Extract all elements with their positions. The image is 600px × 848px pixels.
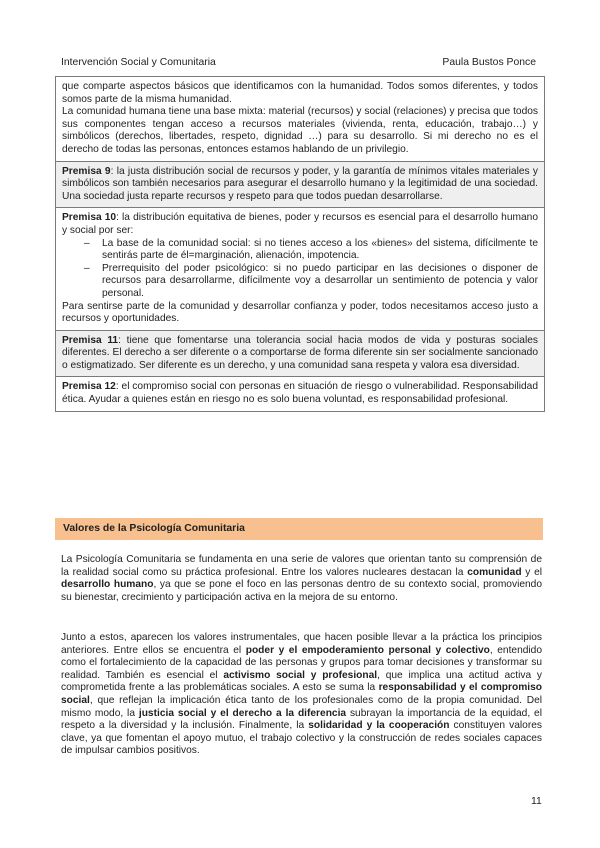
premise-10-list — [84, 238, 538, 301]
paragraph-text: , que implica una actitud activa y comprometida frente a las problemáticas sociales. A esto se suma la — [61, 669, 542, 694]
emphasis-text: responsabilidad y el compromiso social — [61, 682, 542, 706]
premise-11-cell — [56, 330, 544, 377]
premise-10-text: : la distribución equitativa de bienes, poder y recursos es esencial para el desarrollo humano y social por ser: — [62, 212, 538, 236]
paragraph-text: , que reflejan la implicación ética tanto de los profesionales como de la propia comunidad. Del mismo modo, la — [61, 694, 542, 719]
premise-9-text: : la justa distribución social de recursos y poder, y la garantía de mínimos vitales materiales y simbólicos son también necesarios para asegurar el desarrollo humano y la legitimidad de una sociedad. Una sociedad justa reparte recursos y respeto para que todos puedan desarrollarse. — [62, 165, 538, 202]
premise-12-label: Premisa 12 — [62, 381, 116, 393]
paragraph-text: , ya que se pone el foco en las personas dentro de su contexto social, promoviendo su bienestar, crecimiento y participación activa en la mejora de su entorno. — [61, 579, 542, 603]
page-header — [61, 57, 536, 68]
page-number: 11 — [531, 796, 542, 807]
emphasis-text: justicia social y el derecho a la diferencia — [138, 707, 347, 719]
paragraph-text: subrayan la importancia de la equidad, el respeto a la diversidad y la inclusión. Finalmente, la — [61, 707, 542, 732]
header-author: Paula Bustos Ponce — [442, 57, 536, 68]
premise-10-label: Premisa 10 — [62, 212, 117, 224]
header-course-title: Intervención Social y Comunitaria — [61, 57, 216, 68]
emphasis-text: comunidad — [467, 566, 522, 578]
paragraph-text: , entendido como el fortalecimiento de la capacidad de las personas y grupos para tomar decisiones y transformar su realidad. También es esencial el — [61, 644, 542, 681]
paragraph-text: La Psicología Comunitaria se fundamenta en una serie de valores que orientan tanto su comprensión de la realidad social como su práctica profesional. Entre los valores nucleares destacan la — [61, 554, 542, 578]
premise-9-label: Premisa 9 — [62, 165, 111, 177]
paragraph-text: Junto a estos, aparecen los valores instrumentales, que hacen posible llevar a la práctica los principios anteriores. Entre ellos se encuentra el — [61, 632, 542, 656]
paragraph-text: constituyen valores clave, ya que fomentan el apoyo mutuo, el trabajo colectivo y la construcción de redes sociales capaces de impulsar cambios positivos. — [61, 720, 542, 757]
premise-9-cell — [56, 161, 544, 208]
list-item: – La base de la comunidad social: si no tienes acceso a los «bienes» del sistema, difícilmente te sentirás parte de él=marginación, alienación, impotencia. — [84, 238, 538, 263]
premise-12-cell — [56, 376, 544, 410]
premises-table — [55, 76, 545, 412]
community-base-text: La comunidad humana tiene una base mixta: material (recursos) y social (relaciones) y precisa que todos sus componentes tengan acceso a recursos materiales (vivienda, renta, educación, trabajo…) y simbólicos (derechos, libertades, respeto, dignidad …) para su desarrollo. Si mi derecho no es el derecho de todas las personas, entonces estamos hablando de un privilegio. — [62, 106, 538, 155]
premise-10-closing: Para sentirse parte de la comunidad y desarrollar confianza y poder, todos necesitamos acceso justo a recursos y oportunidades. — [62, 300, 538, 325]
premise-11-text: : tiene que fomentarse una tolerancia social hacia modos de vida y posturas sociales diferentes. El derecho a ser diferente o a comportarse de forma diferente sin ser socialmente sancionado o estigmatizado. Ser diferente es un derecho, y una comunidad sana respeta y valora esa diversidad. — [62, 334, 538, 371]
premise-continuation-cell — [56, 77, 544, 161]
paragraph-text: y el — [521, 566, 542, 578]
list-item: – Prerrequisito del poder psicológico: si no puedo participar en las decisiones o disponer de recursos para desarrollarme, difícilmente voy a desarrollar un sentimiento de potencia y valor personal. — [84, 263, 538, 301]
emphasis-text: solidaridad y la cooperación — [308, 720, 450, 732]
premise-12-text: : el compromiso social con personas en situación de riesgo o vulnerabilidad. Responsabilidad ética. Ayudar a quienes están en riesgo no es solo buena voluntad, es responsabilidad profesional. — [62, 381, 538, 406]
emphasis-text: poder y el empoderamiento personal y colectivo — [245, 644, 490, 656]
section-heading: Valores de la Psicología Comunitaria — [55, 518, 543, 540]
values-paragraph-1 — [61, 554, 542, 604]
premise-10-cell — [56, 207, 544, 329]
values-paragraph-2 — [61, 632, 542, 758]
emphasis-text: activismo social y profesional — [223, 669, 378, 681]
premise-continuation-text: que comparte aspectos básicos que identificamos con la humanidad. Todos somos diferentes, y todos somos parte de la misma humanidad. — [62, 81, 538, 105]
premise-11-label: Premisa 11 — [62, 334, 119, 346]
emphasis-text: desarrollo humano — [61, 579, 154, 591]
